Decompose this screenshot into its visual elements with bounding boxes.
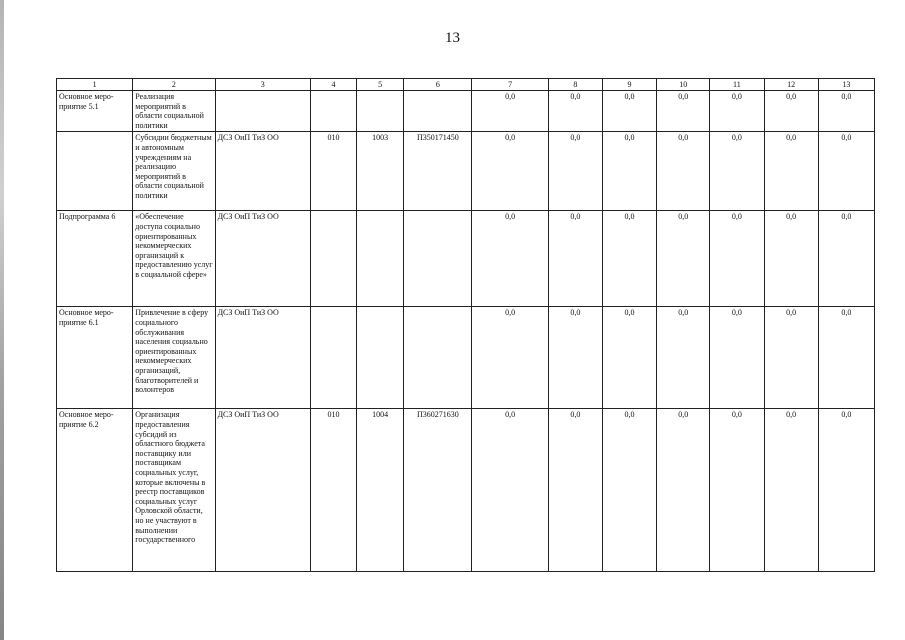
budget-code (310, 91, 356, 132)
value-cell: 0,0 (602, 307, 656, 409)
column-header: 6 (404, 79, 472, 91)
value-cell: 0,0 (602, 211, 656, 307)
table-row (57, 132, 875, 211)
value-cell: 0,0 (472, 132, 548, 211)
value-cell: 0,0 (657, 409, 710, 572)
target-article (404, 91, 472, 132)
value-cell: 0,0 (548, 132, 602, 211)
executor: ДСЗ ОиП ТиЗ ОО (215, 409, 310, 572)
section-code (357, 211, 404, 307)
executor: ДСЗ ОиП ТиЗ ОО (215, 132, 310, 211)
value-cell: 0,0 (818, 91, 874, 132)
column-header: 11 (710, 79, 764, 91)
executor: ДСЗ ОиП ТиЗ ОО (215, 307, 310, 409)
value-cell: 0,0 (818, 132, 874, 211)
value-cell: 0,0 (472, 91, 548, 132)
value-cell: 0,0 (602, 91, 656, 132)
column-header: 12 (764, 79, 818, 91)
target-article: П360271630 (404, 409, 472, 572)
value-cell: 0,0 (764, 132, 818, 211)
activity-name: «Обеспечение доступа социально ориентированных некоммерческих организаций к предоставлению услуг в социальной сфере» (133, 211, 215, 307)
activity-name: Организация предоставления субсидий из областного бюджета поставщику или поставщикам социальных услуг, которые включены в реестр поставщиков социальных услуг Орловской области, но не участвуют в выполнении государственного (133, 409, 215, 572)
value-cell: 0,0 (710, 409, 764, 572)
value-cell: 0,0 (818, 409, 874, 572)
section-code (357, 91, 404, 132)
column-number-row (57, 79, 875, 91)
page-number: 13 (445, 30, 460, 46)
value-cell: 0,0 (710, 307, 764, 409)
column-header: 4 (310, 79, 356, 91)
value-cell: 0,0 (764, 211, 818, 307)
budget-code: 010 (310, 409, 356, 572)
value-cell: 0,0 (657, 132, 710, 211)
value-cell: 0,0 (764, 91, 818, 132)
column-header: 10 (657, 79, 710, 91)
target-article (404, 211, 472, 307)
section-code: 1003 (357, 132, 404, 211)
value-cell: 0,0 (818, 307, 874, 409)
activity-code: Основное меро-приятие 6.1 (57, 307, 133, 409)
budget-code (310, 211, 356, 307)
section-code: 1004 (357, 409, 404, 572)
value-cell: 0,0 (472, 307, 548, 409)
value-cell: 0,0 (764, 307, 818, 409)
value-cell: 0,0 (602, 132, 656, 211)
value-cell: 0,0 (548, 211, 602, 307)
budget-code (310, 307, 356, 409)
column-header: 13 (818, 79, 874, 91)
activity-code (57, 132, 133, 211)
activity-name: Субсидии бюджетным и автономным учреждениям на реализацию мероприятий в области социальной политики (133, 132, 215, 211)
column-header: 7 (472, 79, 548, 91)
activity-code: Основное меро-приятие 5.1 (57, 91, 133, 132)
value-cell: 0,0 (764, 409, 818, 572)
table-row (57, 307, 875, 409)
value-cell: 0,0 (657, 307, 710, 409)
column-header: 8 (548, 79, 602, 91)
activity-name: Привлечение в сферу социального обслуживания населения социально ориентированных некоммерческих организаций, благотворителей и волонтеров (133, 307, 215, 409)
value-cell: 0,0 (602, 409, 656, 572)
activity-name: Реализация мероприятий в области социальной политики (133, 91, 215, 132)
target-article (404, 307, 472, 409)
table-row (57, 91, 875, 132)
column-header: 2 (133, 79, 215, 91)
executor: ДСЗ ОиП ТиЗ ОО (215, 211, 310, 307)
target-article: П350171450 (404, 132, 472, 211)
value-cell: 0,0 (657, 91, 710, 132)
value-cell: 0,0 (710, 132, 764, 211)
table-row (57, 409, 875, 572)
executor (215, 91, 310, 132)
value-cell: 0,0 (472, 211, 548, 307)
value-cell: 0,0 (548, 91, 602, 132)
value-cell: 0,0 (657, 211, 710, 307)
activity-code: Основное меро-приятие 6.2 (57, 409, 133, 572)
value-cell: 0,0 (472, 409, 548, 572)
value-cell: 0,0 (710, 91, 764, 132)
table-row (57, 211, 875, 307)
value-cell: 0,0 (548, 409, 602, 572)
section-code (357, 307, 404, 409)
column-header: 1 (57, 79, 133, 91)
column-header: 5 (357, 79, 404, 91)
scan-edge (0, 0, 4, 640)
activity-code: Подпрограмма 6 (57, 211, 133, 307)
value-cell: 0,0 (818, 211, 874, 307)
column-header: 3 (215, 79, 310, 91)
column-header: 9 (602, 79, 656, 91)
budget-code: 010 (310, 132, 356, 211)
value-cell: 0,0 (710, 211, 764, 307)
budget-table (56, 78, 875, 572)
value-cell: 0,0 (548, 307, 602, 409)
